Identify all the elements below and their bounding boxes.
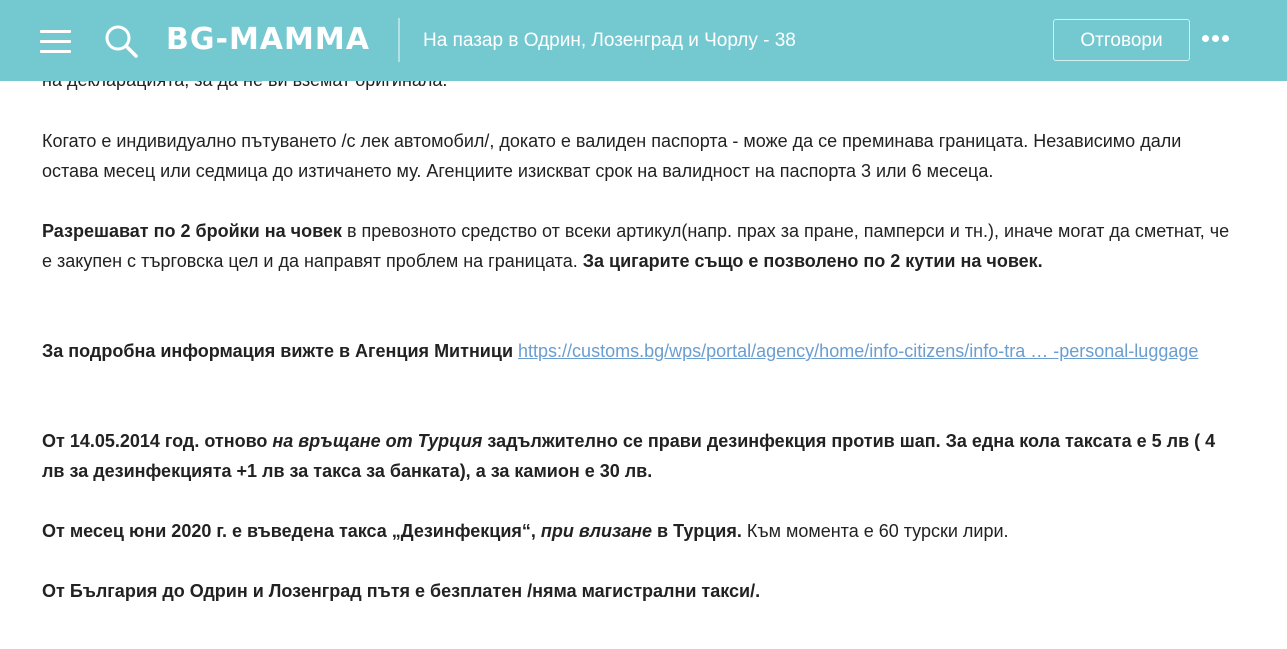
post-paragraph-disinfection-2020	[42, 516, 1232, 546]
post-bold-text: От България до Одрин и Лозенград пътя е безплатен /няма магистрални такси/.	[42, 581, 761, 601]
customs-link[interactable]: https://customs.bg/wps/portal/agency/home/info-citizens/info-tra … -personal-luggage	[518, 341, 1199, 361]
more-dots-icon[interactable]	[1202, 34, 1230, 46]
post-bold-text: в Турция.	[652, 521, 742, 541]
post-paragraph-disinfection-2014	[42, 426, 1232, 486]
post-paragraph-quantities	[42, 216, 1232, 276]
post-text: Към момента е 60 турски лири.	[741, 521, 1009, 541]
post-bold-text: От 14.05.2014 год. отново	[42, 431, 273, 451]
post-bold-text: Разрешават по 2 бройки на човек	[42, 221, 342, 241]
post-paragraph-customs-info	[42, 336, 1232, 366]
top-header	[0, 0, 1287, 81]
post-text: в превозното средство от всеки артикул(напр. прах за пране, памперси и тн.), иначе могат да сметнат, че е закупен с търговска цел и да направят проблем на границата.	[42, 221, 1230, 271]
post-bold-text: За цигарите също е позволено по 2 кутии на човек.	[582, 251, 1043, 271]
post-italic-text: при влизане	[540, 521, 653, 541]
search-icon[interactable]	[104, 24, 138, 58]
post-bold-text: От месец юни 2020 г. е въведена такса „Дезинфекция“,	[42, 521, 541, 541]
post-bold-text: задължително се прави дезинфекция против шап. За една кола таксата е 5 лв ( 4 лв за дезинфекцията +1 лв за такса за банката), а за камион е 30 лв.	[42, 431, 1216, 481]
post-text: Когато е индивидуално пътуването /с лек автомобил/, докато е валиден паспорта - може да се преминава границата. Независимо дали остава месец или седмица до изтичането му. Агенциите изискват срок на валидност на паспорта 3 или 6 месеца.	[42, 131, 1182, 181]
hamburger-menu-icon[interactable]	[40, 27, 72, 55]
post-bold-text: За подробна информация вижте в Агенция Митници	[42, 341, 514, 361]
post-italic-text: на връщане от Турция	[272, 431, 483, 451]
reply-button[interactable]: Отговори	[1053, 19, 1190, 61]
thread-title[interactable]: На пазар в Одрин, Лозенград и Чорлу - 38	[423, 30, 796, 51]
header-divider	[398, 18, 400, 62]
post-paragraph-road-tolls	[42, 576, 1232, 606]
site-logo[interactable]: BG-MAMMA	[166, 22, 370, 57]
post-paragraph-passport	[42, 126, 1232, 186]
